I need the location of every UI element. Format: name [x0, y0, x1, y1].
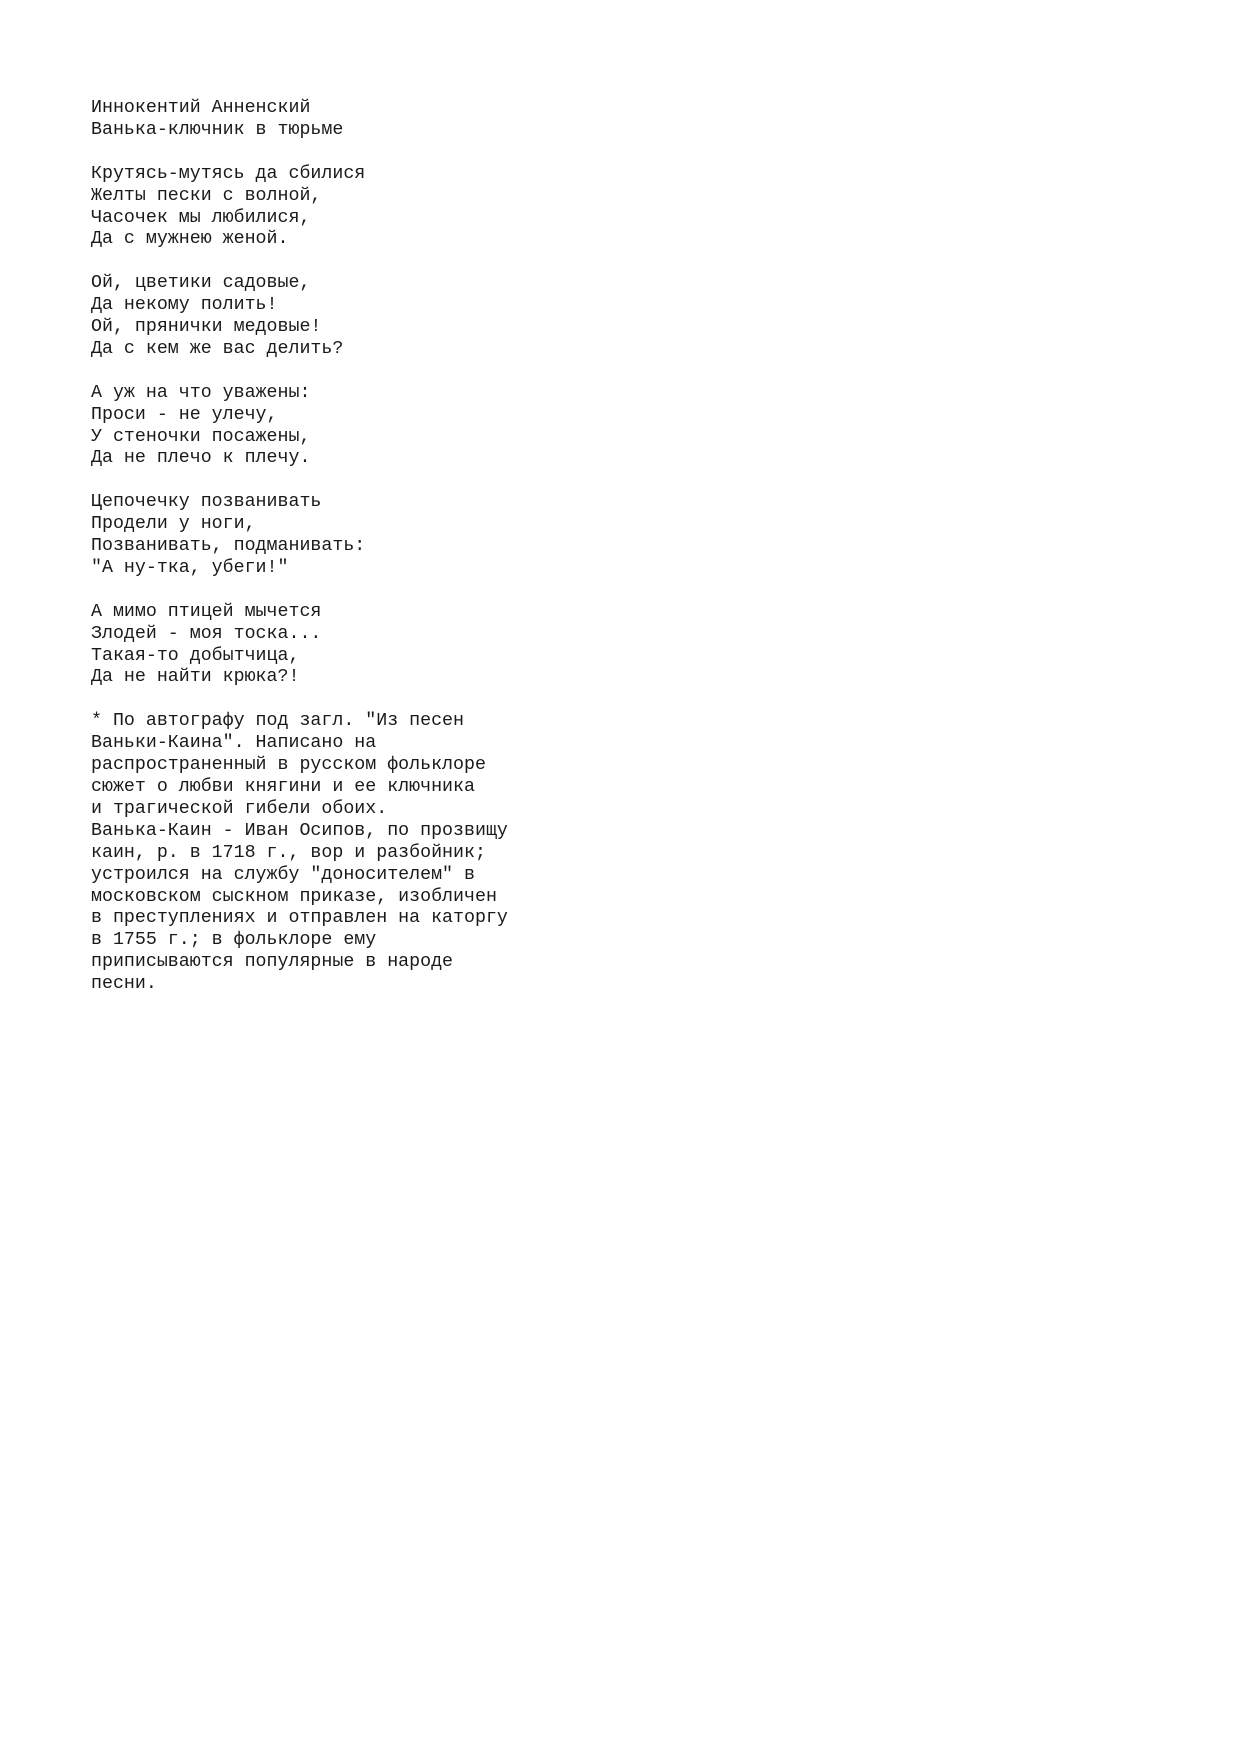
poem-line: Злодей - моя тоска...	[91, 623, 322, 644]
poem-line: Желты пески с волной,	[91, 185, 322, 206]
poem-line: У стеночки посажены,	[91, 426, 311, 447]
blank-line	[91, 689, 1191, 711]
stanza	[91, 602, 1191, 690]
poem-line: Позванивать, подманивать:	[91, 536, 366, 557]
blank-line	[91, 470, 1191, 492]
poem-line: Продели у ноги,	[91, 514, 256, 535]
poem-line: Ой, цветики садовые,	[91, 273, 311, 294]
footnote-line: и трагической гибели обоих.	[91, 798, 388, 819]
poem-line: Цепочечку позванивать	[91, 492, 322, 513]
footnote-line: московском сыскном приказе, изобличен	[91, 886, 497, 907]
poem-line: Да некому полить!	[91, 295, 278, 316]
poem-line: Да не найти крюка?!	[91, 667, 300, 688]
poem-line: Да с кем же вас делить?	[91, 338, 344, 359]
poem-line: Ой, прянички медовые!	[91, 317, 322, 338]
blank-line	[91, 142, 1191, 164]
footnote-line: в 1755 г.; в фольклоре ему	[91, 930, 377, 951]
poem-line: А мимо птицей мычется	[91, 601, 322, 622]
footnote-line: Ванька-Каин - Иван Осипов, по прозвищу	[91, 820, 508, 841]
poem-line: Крутясь-мутясь да сбилися	[91, 163, 366, 184]
footnote	[91, 711, 1191, 996]
poem-line: А уж на что уважены:	[91, 382, 311, 403]
footnote-line: песни.	[91, 974, 157, 995]
poem-title: Ванька-ключник в тюрьме	[91, 119, 344, 140]
document-page	[91, 98, 1191, 996]
author-name: Иннокентий Анненский	[91, 98, 311, 118]
poem-line: Часочек мы любилися,	[91, 207, 311, 228]
footnote-line: каин, р. в 1718 г., вор и разбойник;	[91, 842, 486, 863]
footnote-line: распространенный в русском фольклоре	[91, 755, 486, 776]
footnote-line: приписываются популярные в народе	[91, 952, 454, 973]
poem-line: Такая-то добытчица,	[91, 645, 300, 666]
footnote-line: сюжет о любви княгини и ее ключника	[91, 777, 475, 797]
poem-line: Да с мужнею женой.	[91, 229, 289, 250]
stanza	[91, 164, 1191, 252]
stanza	[91, 273, 1191, 361]
stanza	[91, 383, 1191, 471]
header	[91, 98, 1191, 142]
stanza	[91, 492, 1191, 580]
footnote-line: в преступлениях и отправлен на каторгу	[91, 908, 508, 929]
poem-line: Да не плечо к плечу.	[91, 448, 311, 469]
blank-line	[91, 580, 1191, 602]
blank-line	[91, 251, 1191, 273]
footnote-line: устроился на службу "доносителем" в	[91, 864, 475, 885]
blank-line	[91, 361, 1191, 383]
poem-line: Проси - не улечу,	[91, 404, 278, 425]
poem-line: "А ну-тка, убеги!"	[91, 557, 289, 578]
footnote-line: Ваньки-Каина". Написано на	[91, 733, 377, 754]
footnote-line: * По автографу под загл. "Из песен	[91, 711, 464, 732]
